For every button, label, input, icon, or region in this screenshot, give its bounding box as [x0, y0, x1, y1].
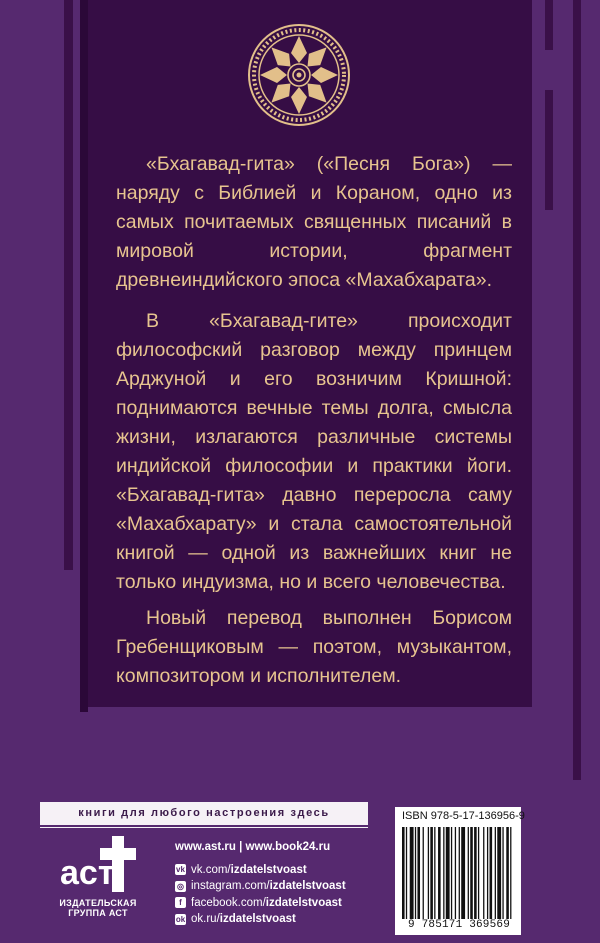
paragraph-text: В «Бхагавад-гите» происходит философский разговор между принцем Арджуной и его возничим Кришной: поднимаются вечные темы долга, смысла жизни, излагаются различные системы индийской философии и практики йоги. «Бхагавад-гита» давно переросла саму «Махабхарату» и стала самостоятельной книгой — одной из важнейших книг не только индуизма, но и всего человечества. [116, 310, 512, 593]
social-link-vk[interactable] [175, 862, 346, 879]
instagram-icon: ◎ [175, 881, 186, 892]
decorative-stripe [64, 0, 73, 570]
social-handle: izdatelstvoast [269, 880, 346, 892]
social-handle: izdatelstvoast [265, 896, 342, 909]
social-prefix: facebook.com/ [191, 896, 266, 909]
description-paragraph-3 [116, 604, 512, 691]
social-prefix: ok.ru/ [191, 913, 220, 925]
publisher-name: ИЗДАТЕЛЬСКАЯ ГРУППА АСТ [59, 898, 137, 918]
decorative-stripe [573, 0, 581, 780]
social-prefix: vk.com/ [191, 863, 231, 876]
decorative-stripe [545, 90, 553, 210]
panel-shadow [80, 0, 88, 712]
social-link-facebook[interactable] [175, 895, 346, 912]
ok-icon: ok [175, 914, 186, 924]
social-prefix: instagram.com/ [191, 880, 270, 892]
wheel-emblem-icon [247, 23, 351, 127]
ast-logo [54, 832, 142, 900]
barcode-icon [402, 827, 514, 919]
paragraph-text: Новый перевод выполнен Борисом Гребенщиковым — поэтом, музыкантом, композитором и исполнителем. [116, 607, 512, 687]
facebook-icon: f [175, 897, 186, 908]
description-paragraph-1 [116, 150, 512, 295]
tagline: книги для любого настроения здесь [40, 802, 368, 825]
social-handle: izdatelstvoast [219, 913, 296, 925]
isbn-label: ISBN 978-5-17-136956-9 [402, 810, 525, 822]
contact-links [175, 839, 346, 928]
social-link-instagram[interactable] [175, 878, 346, 895]
paragraph-text: «Бхагавад-гита» («Песня Бога») — наряду с Библией и Кораном, одно из самых почитаемых священных писаний в мировой истории, фрагмент древнеиндийского эпоса «Махабхарата». [116, 153, 512, 291]
logo-text: аст [60, 854, 115, 892]
vk-icon: vk [176, 865, 185, 875]
social-handle: izdatelstvoast [230, 863, 307, 876]
decorative-stripe [545, 0, 553, 50]
social-link-ok[interactable] [175, 911, 346, 928]
websites-link[interactable]: www.ast.ru | www.book24.ru [175, 841, 331, 853]
divider [40, 827, 368, 828]
description-paragraph-2 [116, 307, 512, 597]
barcode-number: 9 785171 369569 [407, 919, 511, 931]
